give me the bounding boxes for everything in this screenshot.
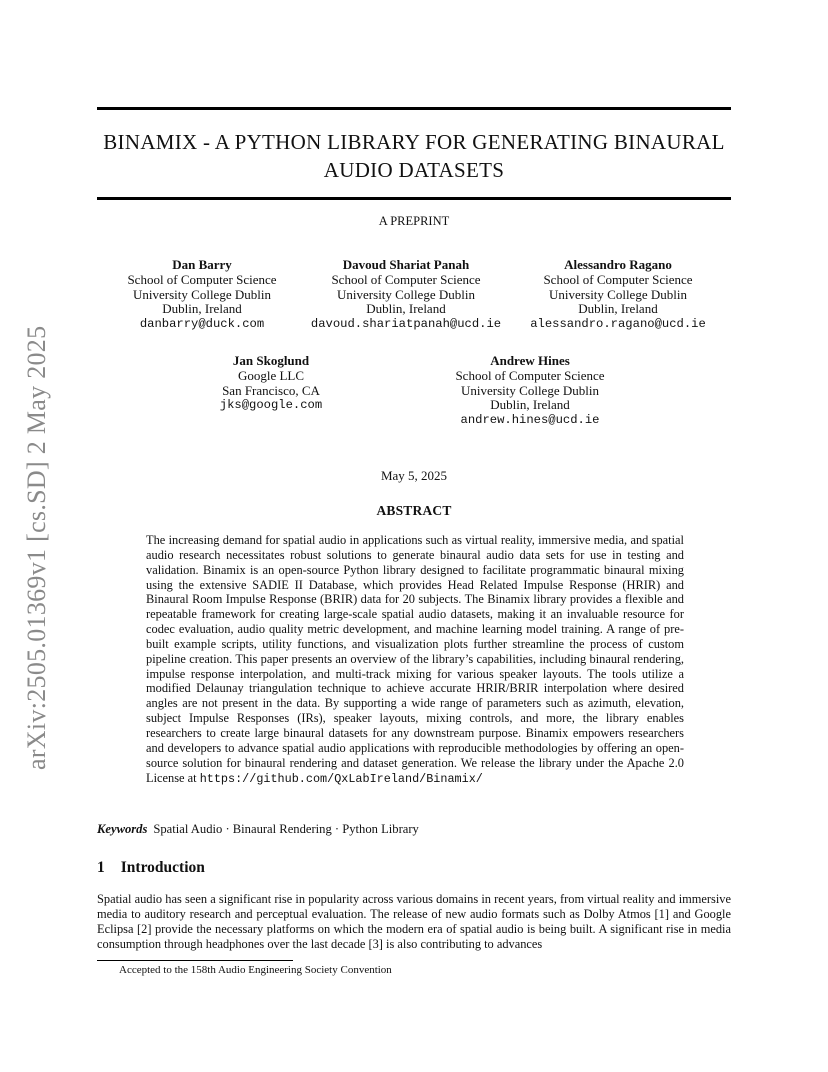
title-line-1: BINAMIX - A PYTHON LIBRARY FOR GENERATING BINAURAL <box>103 130 725 154</box>
author-affiliation-line: Dublin, Ireland <box>578 301 658 317</box>
arxiv-sidebar-label: arXiv:2505.01369v1 [cs.SD] 2 May 2025 <box>22 325 51 770</box>
author-affiliation-line: University College Dublin <box>337 286 475 302</box>
author-affiliation-line: San Francisco, CA <box>222 382 320 398</box>
preprint-label: A PREPRINT <box>378 214 450 228</box>
author-name: Andrew Hines <box>490 353 570 368</box>
title-top-rule <box>97 107 731 110</box>
author-affiliation-line: Dublin, Ireland <box>366 301 446 317</box>
author-affiliation-line: University College Dublin <box>549 286 687 302</box>
abstract-heading: ABSTRACT <box>376 503 452 518</box>
title-bottom-rule <box>97 197 731 200</box>
author-block <box>530 258 706 332</box>
author-block <box>311 258 501 332</box>
introduction-paragraph: Spatial audio has seen a significant rise in popularity across various domains in recent years, from virtual reality and immersive media to auditory research and perceptual evaluation. The release of new audio formats such as Dolby Atmos [1] and Google Eclipsa [2] provide the necessary platforms on which the modern era of spatial audio is being built. A significant rise in media consumption through headphones over the last decade [3] is also contributing to advances <box>97 892 731 951</box>
author-affiliation-line: School of Computer Science <box>127 271 277 287</box>
author-block <box>220 354 322 413</box>
author-affiliation-line: School of Computer Science <box>331 271 481 287</box>
author-affiliation-line: Dublin, Ireland <box>490 397 570 413</box>
keywords-label: Keywords <box>97 822 148 836</box>
section-title: Introduction <box>120 859 205 876</box>
author-affiliation-line: University College Dublin <box>133 286 271 302</box>
author-name: Dan Barry <box>172 257 232 272</box>
footnote: Accepted to the 158th Audio Engineering Society Convention <box>119 964 392 976</box>
publication-date: May 5, 2025 <box>380 468 448 483</box>
author-email[interactable]: alessandro.ragano@ucd.ie <box>530 317 706 332</box>
author-affiliation-line: Google LLC <box>237 367 305 383</box>
author-name: Davoud Shariat Panah <box>342 257 470 272</box>
footnote-rule <box>97 960 293 961</box>
abstract-text: The increasing demand for spatial audio in applications such as virtual reality, immersive media, and spatial audio research necessitates robust solutions to generate binaural audio data sets for use in testing and validation. Binamix is an open-source Python library designed to facilitate programmatic binaural mixing using the extensive SADIE II Database, which provides Head Related Impulse Response (HRIR) and Binaural Room Impulse Response (BRIR) data for 20 subjects. The Binamix library provides a flexible and repeatable framework for creating large-scale spatial audio datasets, making it an invaluable resource for codec evaluation, audio quality metric development, and machine learning model training. A range of pre-built example scripts, utility functions, and visualization plots further streamline the process of custom pipeline creation. This paper presents an overview of the library’s capabilities, including binaural rendering, impulse response interpolation, and multi-track mixing for various speaker layouts. The tools utilize a modified Delaunay triangulation technique to achieve accurate HRIR/BRIR interpolation where desired angles are not present in the data. By supporting a wide range of parameters such as azimuth, elevation, subject Impulse Responses (IRs), speaker layouts, mixing controls, and more, the library enables researchers to create large binaural datasets for any downstream purpose. Binamix empowers researchers and developers to advance spatial audio applications with reproducible methodologies by offering an open-source solution for binaural rendering and dataset generation. We release the library under the Apache 2.0 License at <box>146 533 684 785</box>
keywords-line <box>97 822 419 837</box>
author-affiliation-line: School of Computer Science <box>455 367 605 383</box>
author-affiliation-line: School of Computer Science <box>543 271 693 287</box>
author-affiliation-line: Dublin, Ireland <box>162 301 242 317</box>
section-number: 1 <box>97 859 105 876</box>
title-line-2: AUDIO DATASETS <box>323 158 505 182</box>
author-email[interactable]: davoud.shariatpanah@ucd.ie <box>310 317 502 332</box>
author-email[interactable]: danbarry@duck.com <box>139 317 265 332</box>
author-email[interactable]: jks@google.com <box>219 398 323 413</box>
section-heading-introduction <box>97 859 205 877</box>
author-name: Jan Skoglund <box>232 353 310 368</box>
repository-link[interactable]: https://github.com/QxLabIreland/Binamix/ <box>199 771 483 786</box>
abstract-body <box>146 533 684 786</box>
author-block <box>455 354 604 428</box>
paper-title <box>97 128 731 184</box>
author-name: Alessandro Ragano <box>564 257 672 272</box>
keywords-text: Spatial Audio · Binaural Rendering · Python Library <box>153 822 419 836</box>
author-affiliation-line: University College Dublin <box>461 382 599 398</box>
author-email[interactable]: andrew.hines@ucd.ie <box>460 413 600 428</box>
author-block <box>127 258 276 332</box>
